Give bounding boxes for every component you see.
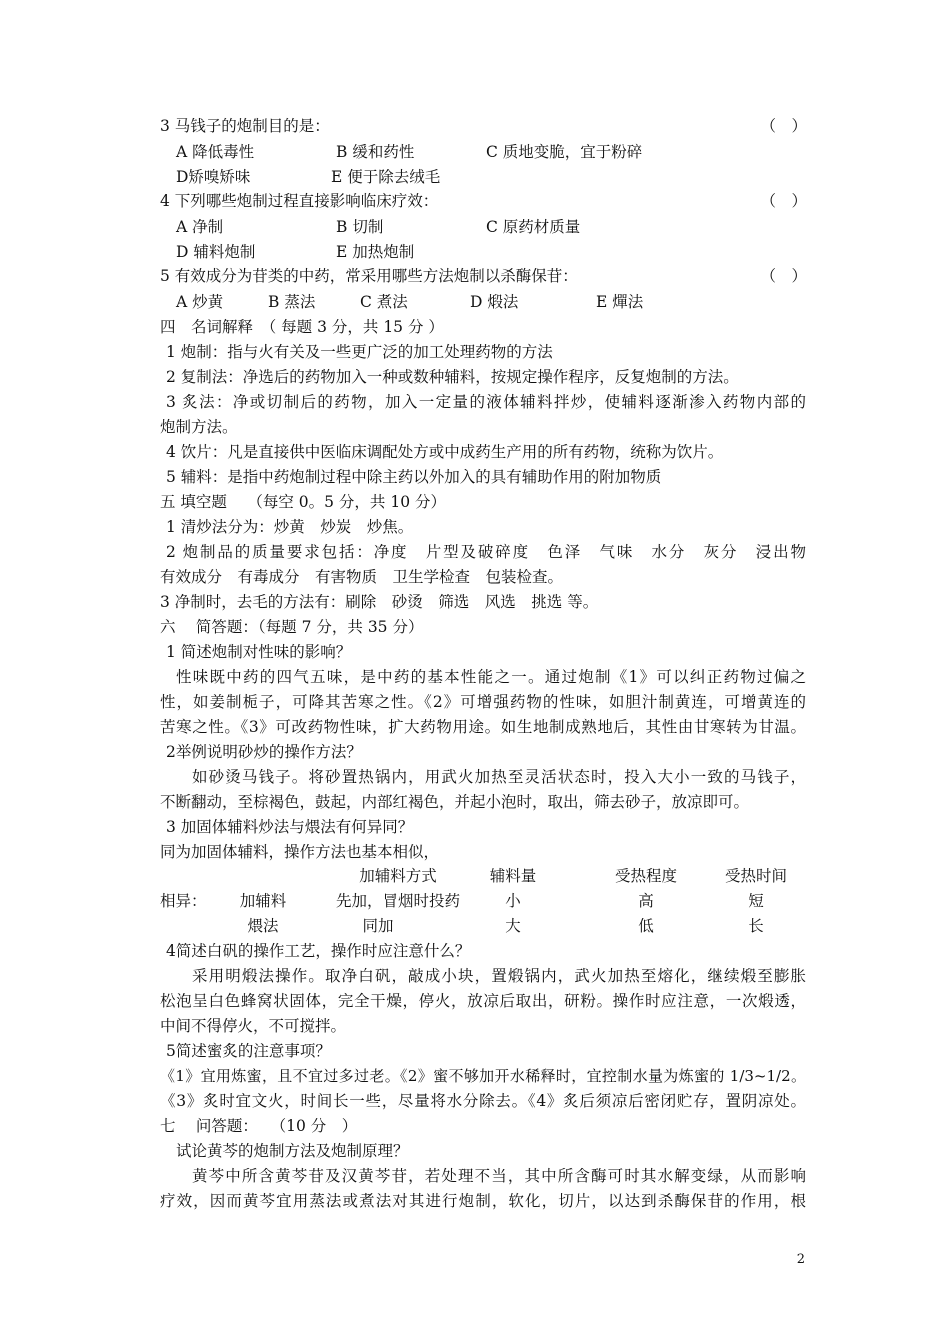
q5-option-c: C 煮法	[360, 293, 408, 311]
q5-option-d: D 煅法	[470, 293, 519, 311]
table-cell: 高	[638, 892, 654, 910]
table-cell: 同加	[362, 917, 394, 935]
q3-option-d: D矫嗅矫味	[176, 168, 251, 186]
essay-question: 试论黄芩的炮制方法及炮制原理？	[176, 1142, 409, 1160]
term-4: 4 饮片：凡是直接供中医临床调配处方或中成药生产用的所有药物，统称为饮片。	[166, 443, 724, 461]
short-q2: 2举例说明砂炒的操作方法？	[166, 743, 362, 761]
q4-option-d: D 辅料炮制	[176, 243, 256, 261]
q5-stem: 5 有效成分为苷类的中药，常采用哪些方法炮制以杀酶保苷：	[160, 267, 578, 285]
essay-answer-line-2: 疗效，因而黄芩宜用蒸法或煮法对其进行炮制，软化，切片，以达到杀酶保苷的作用，根	[160, 1192, 806, 1210]
table-cell: 长	[748, 917, 764, 935]
term-1: 1 炮制：指与火有关及一些更广泛的加工处理药物的方法	[166, 343, 553, 361]
short-a4-line-3: 中间不得停火，不可搅拌。	[160, 1017, 347, 1035]
table-header-method: 加辅料方式	[359, 867, 437, 885]
section-4-title: 四 名词解释 （ 每题 3 分，共 15 分 ）	[160, 318, 444, 336]
table-header-heat-degree: 受热程度	[614, 867, 677, 885]
table-header-heat-time: 受热时间	[724, 867, 787, 885]
q4-option-c: C 原药材质量	[486, 218, 581, 236]
q5-option-b: B 蒸法	[268, 293, 316, 311]
blank-3: 3 净制时，去毛的方法有：刷除 砂烫 筛选 风选 挑选 等。	[160, 593, 599, 611]
short-q4: 4简述白矾的操作工艺，操作时应注意什么？	[166, 942, 471, 960]
short-a5-line-1: 《1》宜用炼蜜，且不宜过多过老。《2》蜜不够加开水稀释时，宜控制水量为炼蜜的 1/3~1/2。	[160, 1067, 806, 1085]
q3-option-c: C 质地变脆，宜于粉碎	[486, 143, 643, 161]
table-cell: 小	[505, 892, 521, 910]
table-diff-label: 相异：	[160, 892, 207, 910]
section-6-title: 六 简答题：（每题 7 分，共 35 分）	[160, 618, 424, 636]
term-3-line-2: 炮制方法。	[160, 418, 238, 436]
table-header-amount: 辅料量	[489, 867, 537, 885]
q3-option-e: E 便于除去绒毛	[331, 168, 441, 186]
short-a5-line-2: 《3》炙时宜文火，时间长一些，尽量将水分除去。《4》炙后须凉后密闭贮存，置阴凉处。	[160, 1092, 806, 1110]
q3-stem: 3 马钱子的炮制目的是：	[160, 117, 330, 135]
q3-option-a: A 降低毒性	[176, 143, 255, 161]
q4-option-b: B 切制	[336, 218, 384, 236]
short-a4-line-1: 采用明煅法操作。取净白矾，敲成小块，置煅锅内，武火加热至熔化，继续煅至膨胀	[192, 967, 806, 985]
table-cell: 短	[748, 892, 764, 910]
table-cell: 大	[505, 917, 521, 935]
section-5-title: 五 填空题 （每空 0。5 分，共 10 分）	[160, 493, 447, 511]
short-a3-intro: 同为加固体辅料，操作方法也基本相似，	[160, 843, 440, 861]
table-cell: 加辅料	[239, 892, 287, 910]
q4-stem: 4 下列哪些炮制过程直接影响临床疗效：	[160, 192, 439, 210]
table-cell: 先加，冒烟时投药	[335, 892, 460, 910]
short-a1-line-2: 性，如姜制栀子，可降其苦寒之性。《2》可增强药物的性味，如胆汁制黄连，可增黄连的	[160, 693, 806, 711]
short-q1: 1 简述炮制对性味的影响？	[166, 643, 352, 661]
short-a1-line-3: 苦寒之性。《3》可改药物性味，扩大药物用途。如生地制成熟地后，其性由甘寒转为甘温。	[160, 718, 806, 736]
short-a4-line-2: 松泡呈白色蜂窝状固体，完全干燥，停火，放凉后取出，研粉。操作时应注意，一次煅透，	[160, 992, 806, 1010]
term-2: 2 复制法：净选后的药物加入一种或数种辅料，按规定操作程序，反复炮制的方法。	[166, 368, 739, 386]
term-5: 5 辅料：是指中药炮制过程中除主药以外加入的具有辅助作用的附加物质	[166, 468, 662, 486]
q3-answer-paren: （ ）	[760, 117, 807, 135]
q4-option-a: A 净制	[176, 218, 224, 236]
page-number: 2	[796, 1252, 805, 1267]
term-3-line-1: 3 炙法：净或切制后的药物，加入一定量的液体辅料拌炒，使辅料逐渐渗入药物内部的	[166, 393, 806, 411]
short-q5: 5简述蜜炙的注意事项？	[166, 1042, 331, 1060]
short-a2-line-1: 如砂烫马钱子。将砂置热锅内，用武火加热至灵活状态时，投入大小一致的马钱子，	[192, 768, 806, 786]
essay-answer-line-1: 黄芩中所含黄芩苷及汉黄芩苷，若处理不当，其中所含酶可时其水解变绿，从而影响	[192, 1167, 806, 1185]
q5-option-e: E 燀法	[596, 293, 644, 311]
blank-1: 1 清炒法分为：炒黄 炒炭 炒焦。	[166, 518, 414, 536]
q4-option-e: E 加热炮制	[336, 243, 415, 261]
short-q3: 3 加固体辅料炒法与煨法有何异同？	[166, 818, 414, 836]
q5-answer-paren: （ ）	[760, 267, 807, 285]
table-cell: 煨法	[247, 917, 279, 935]
blank-2-line-2: 有效成分 有毒成分 有害物质 卫生学检查 包装检查。	[160, 568, 564, 586]
short-a1-line-1: 性味既中药的四气五味，是中药的基本性能之一。通过炮制《1》可以纠正药物过偏之	[176, 668, 806, 686]
q4-answer-paren: （ ）	[760, 192, 807, 210]
q5-option-a: A 炒黄	[176, 293, 224, 311]
short-a2-line-2: 不断翻动，至棕褐色，鼓起，内部红褐色，并起小泡时，取出，筛去砂子，放凉即可。	[160, 793, 750, 811]
q3-option-b: B 缓和药性	[336, 143, 415, 161]
blank-2-line-1: 2 炮制品的质量要求包括：净度 片型及破碎度 色泽 气味 水分 灰分 浸出物	[166, 543, 806, 561]
section-7-title: 七 问答题： （10 分 ）	[160, 1117, 358, 1135]
table-cell: 低	[638, 917, 654, 935]
